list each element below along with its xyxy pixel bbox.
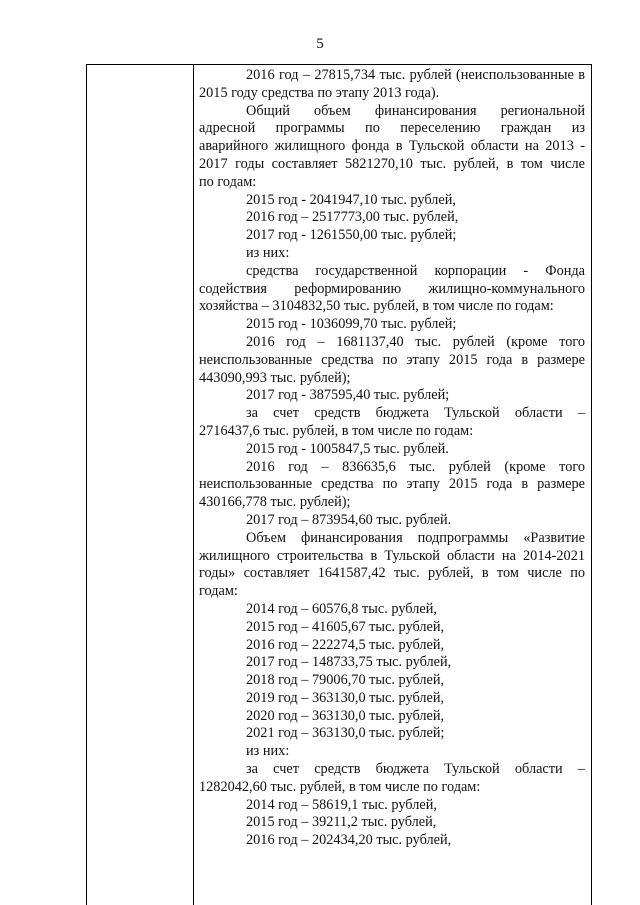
paragraph [199, 832, 585, 850]
text-line: 2015 год – 39211,2 тыс. рублей, [246, 814, 437, 831]
text-line: 1282042,60 тыс. рублей, в том числе по годам: [199, 778, 481, 795]
paragraph [199, 192, 585, 210]
text-line: 2015 году средства по этапу 2013 года). [199, 84, 440, 101]
paragraph [199, 67, 585, 103]
text-line: 2017 годы составляет 5821270,10 тыс. рублей, в том числе [199, 155, 585, 172]
text-line: жилищного строительства в Тульской области на 2014-2021 [199, 547, 585, 564]
text-line: по годам: [199, 173, 257, 190]
text-line: 2716437,6 тыс. рублей, в том числе по годам: [199, 422, 474, 439]
paragraph [199, 761, 585, 797]
paragraph [199, 654, 585, 672]
text-line: за счет средств бюджета Тульской области – [246, 405, 585, 422]
text-line: за счет средств бюджета Тульской области – [246, 761, 585, 778]
text-line: Объем финансирования подпрограммы «Развитие [246, 529, 585, 546]
paragraph [199, 672, 585, 690]
paragraph [199, 725, 585, 743]
text-line: 2019 год – 363130,0 тыс. рублей, [246, 689, 445, 706]
text-line: из них: [246, 244, 290, 261]
paragraph [199, 708, 585, 726]
paragraph [199, 690, 585, 708]
paragraph [199, 334, 585, 387]
text-line: годы» составляет 1641587,42 тыс. рублей, в том числе по [199, 565, 585, 582]
text-line: 2020 год – 363130,0 тыс. рублей, [246, 707, 445, 724]
paragraph [199, 209, 585, 227]
paragraph [199, 263, 585, 316]
text-line: 2016 год – 1681137,40 тыс. рублей (кроме того [246, 333, 585, 350]
text-line: неиспользованные средства по этапу 2015 года в размере [199, 476, 585, 493]
text-line: содействия реформированию жилищно-коммунального [199, 280, 585, 297]
text-line: 2017 год - 1261550,00 тыс. рублей; [246, 227, 457, 244]
text-line: 2014 год – 58619,1 тыс. рублей, [246, 796, 437, 813]
document-table [86, 64, 592, 905]
text-line: 2014 год – 60576,8 тыс. рублей, [246, 600, 437, 617]
text-line: 2021 год – 363130,0 тыс. рублей; [246, 725, 445, 742]
paragraph [199, 530, 585, 601]
text-line: 430166,778 тыс. рублей); [199, 494, 351, 511]
text-line: 2016 год – 27815,734 тыс. рублей (неиспользованные в [246, 67, 585, 83]
paragraph [199, 601, 585, 619]
text-line: 2015 год - 2041947,10 тыс. рублей, [246, 191, 456, 208]
text-line: 2016 год – 2517773,00 тыс. рублей, [246, 209, 459, 226]
text-line: неиспользованные средства по этапу 2015 года в размере [199, 351, 585, 368]
text-line: 2017 год - 387595,40 тыс. рублей; [246, 387, 450, 404]
text-line: 2015 год - 1005847,5 тыс. рублей. [246, 440, 449, 457]
paragraph [199, 637, 585, 655]
paragraph [199, 743, 585, 761]
paragraph [199, 227, 585, 245]
text-line: 2017 год – 148733,75 тыс. рублей, [246, 654, 452, 671]
paragraph [199, 387, 585, 405]
text-line: 2016 год – 836635,6 тыс. рублей (кроме того [246, 458, 585, 475]
text-line: аварийного жилищного фонда в Тульской области на 2013 - [199, 138, 585, 155]
text-line: 443090,993 тыс. рублей); [199, 369, 351, 386]
paragraph [199, 512, 585, 530]
text-line: адресной программы по переселению граждан из [199, 120, 585, 137]
text-line: 2018 год – 79006,70 тыс. рублей, [246, 672, 445, 689]
text-line: 2017 год – 873954,60 тыс. рублей. [246, 511, 452, 528]
text-line: 2016 год – 202434,20 тыс. рублей, [246, 832, 452, 849]
table-content-cell [199, 67, 585, 850]
text-line: средства государственной корпорации - Фонда [246, 262, 585, 279]
text-line: годам: [199, 583, 238, 600]
paragraph [199, 405, 585, 441]
paragraph [199, 316, 585, 334]
text-line: 2015 год – 41605,67 тыс. рублей, [246, 618, 445, 635]
page-number: 5 [316, 36, 324, 52]
text-line: 2015 год - 1036099,70 тыс. рублей; [246, 316, 457, 333]
paragraph [199, 103, 585, 192]
paragraph [199, 797, 585, 815]
paragraph [199, 814, 585, 832]
column-divider [193, 65, 194, 905]
paragraph [199, 245, 585, 263]
text-line: из них: [246, 743, 290, 760]
text-line: хозяйства – 3104832,50 тыс. рублей, в том числе по годам: [199, 298, 554, 315]
paragraph [199, 459, 585, 512]
text-line: Общий объем финансирования региональной [246, 102, 585, 119]
paragraph [199, 441, 585, 459]
text-line: 2016 год – 222274,5 тыс. рублей, [246, 636, 445, 653]
paragraph [199, 619, 585, 637]
